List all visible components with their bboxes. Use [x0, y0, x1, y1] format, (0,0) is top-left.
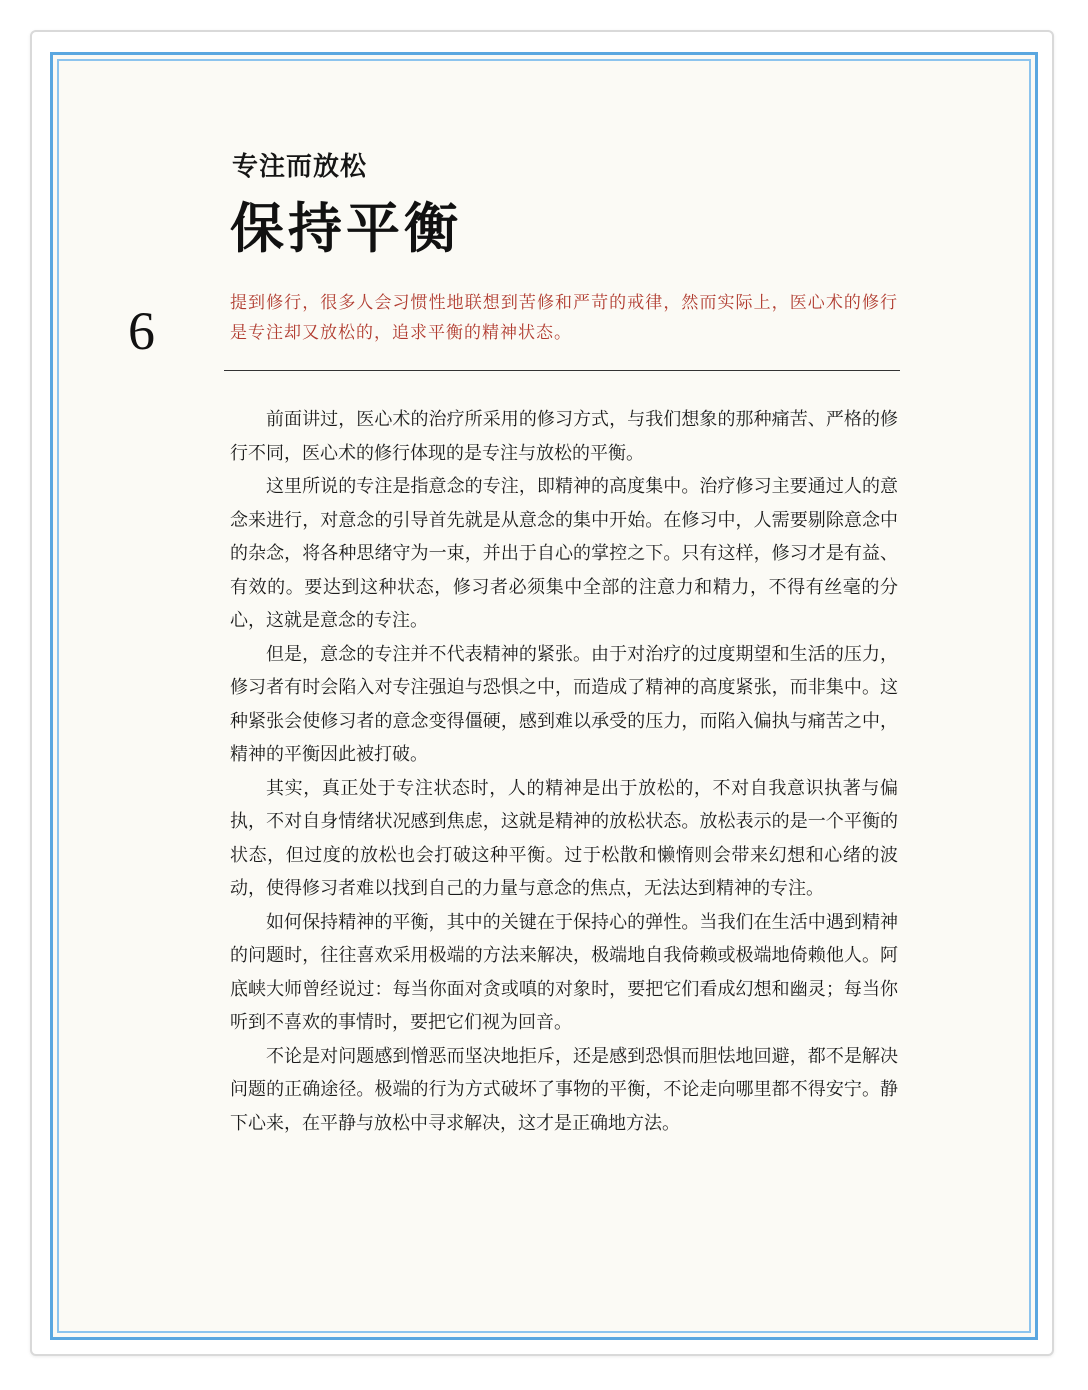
paragraph: 前面讲过，医心术的治疗所采用的修习方式，与我们想象的那种痛苦、严格的修行不同，医心术的修行体现的是专注与放松的平衡。 — [230, 409, 898, 464]
section-subtitle: 专注而放松 — [232, 152, 368, 182]
chapter-number: 6 — [128, 301, 155, 361]
divider — [224, 370, 900, 371]
paragraph: 如何保持精神的平衡，其中的关键在于保持心的弹性。当我们在生活中遇到精神的问题时，往往喜欢采用极端的方法来解决，极端地自我倚赖或极端地倚赖他人。阿底峡大师曾经说过：每当你面对贪或嗔的对象时，要把它们看成幻想和幽灵；每当你听到不喜欢的事情时，要把它们视为回音。 — [230, 911, 898, 1033]
body-text — [230, 403, 898, 1140]
paragraph: 不论是对问题感到憎恶而坚决地拒斥，还是感到恐惧而胆怯地回避，都不是解决问题的正确途径。极端的行为方式破坏了事物的平衡，不论走向哪里都不得安宁。静下心来，在平静与放松中寻求解决，这才是正确地方法。 — [230, 1045, 898, 1134]
section-title: 保持平衡 — [230, 196, 462, 260]
paragraph: 这里所说的专注是指意念的专注，即精神的高度集中。治疗修习主要通过人的意念来进行，对意念的引导首先就是从意念的集中开始。在修习中，人需要剔除意念中的杂念，将各种思绪守为一束，并出于自心的掌控之下。只有这样，修习才是有益、有效的。要达到这种状态，修习者必须集中全部的注意力和精力，不得有丝毫的分心，这就是意念的专注。 — [230, 476, 898, 631]
paragraph: 其实，真正处于专注状态时，人的精神是出于放松的，不对自我意识执著与偏执，不对自身情绪状况感到焦虑，这就是精神的放松状态。放松表示的是一个平衡的状态，但过度的放松也会打破这种平衡。过于松散和懒惰则会带来幻想和心绪的波动，使得修习者难以找到自己的力量与意念的焦点，无法达到精神的专注。 — [230, 777, 898, 899]
paragraph: 但是，意念的专注并不代表精神的紧张。由于对治疗的过度期望和生活的压力，修习者有时会陷入对专注强迫与恐惧之中，而造成了精神的高度紧张，而非集中。这种紧张会使修习者的意念变得僵硬，感到难以承受的压力，而陷入偏执与痛苦之中，精神的平衡因此被打破。 — [230, 643, 898, 765]
intro-text: 提到修行，很多人会习惯性地联想到苦修和严苛的戒律，然而实际上，医心术的修行是专注却又放松的，追求平衡的精神状态。 — [230, 293, 898, 343]
